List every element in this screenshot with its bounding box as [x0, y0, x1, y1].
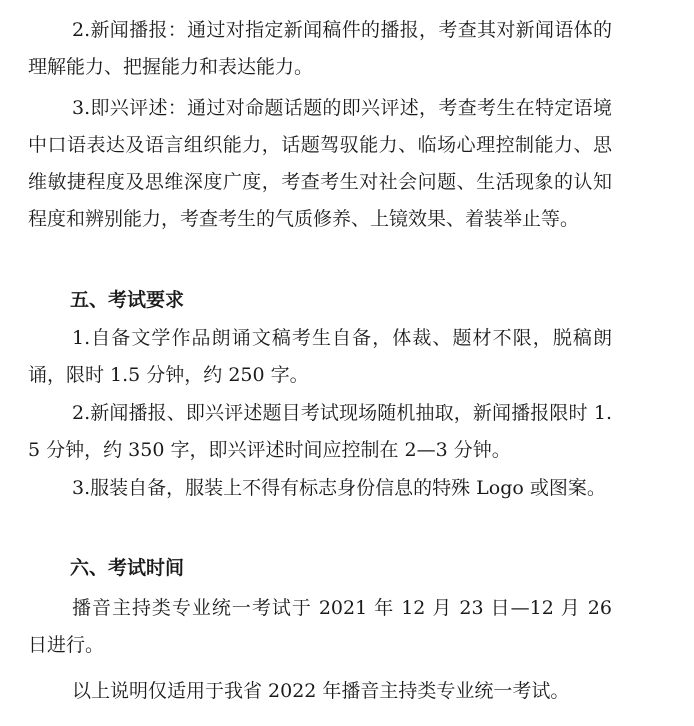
section-heading-exam-time: 六、考试时间 [70, 557, 185, 579]
paragraph-closing-note: 以上说明仅适用于我省 2022 年播音主持类专业统一考试。 [72, 680, 570, 702]
requirement-item-3: 3.服装自备，服装上不得有标志身份信息的特殊 Logo 或图案。 [72, 477, 606, 499]
paragraph-impromptu-comment: 3.即兴评述：通过对命题话题的即兴评述，考查考生在特定语境中口语表达及语言组织能力，话题驾驭能力、临场心理控制能力、思维敏捷程度及思维深度广度，考查考生对社会问题、生活现象的认知程度和辨别能力，考查考生的气质修养、上镜效果、着装举止等。 [28, 97, 612, 230]
paragraph-exam-time: 播音主持类专业统一考试于 2021 年 12 月 23 日—12 月 26 日进行。 [28, 597, 612, 656]
requirement-item-1: 1.自备文学作品朗诵文稿考生自备，体裁、题材不限，脱稿朗诵，限时 1.5 分钟，约 250 字。 [28, 327, 612, 386]
requirement-item-2: 2.新闻播报、即兴评述题目考试现场随机抽取，新闻播报限时 1.5 分钟，约 350 字，即兴评述时间应控制在 2—3 分钟。 [28, 402, 612, 461]
paragraph-news-broadcast: 2.新闻播报：通过对指定新闻稿件的播报，考查其对新闻语体的理解能力、把握能力和表达能力。 [28, 19, 612, 78]
section-heading-exam-requirements: 五、考试要求 [70, 289, 185, 311]
